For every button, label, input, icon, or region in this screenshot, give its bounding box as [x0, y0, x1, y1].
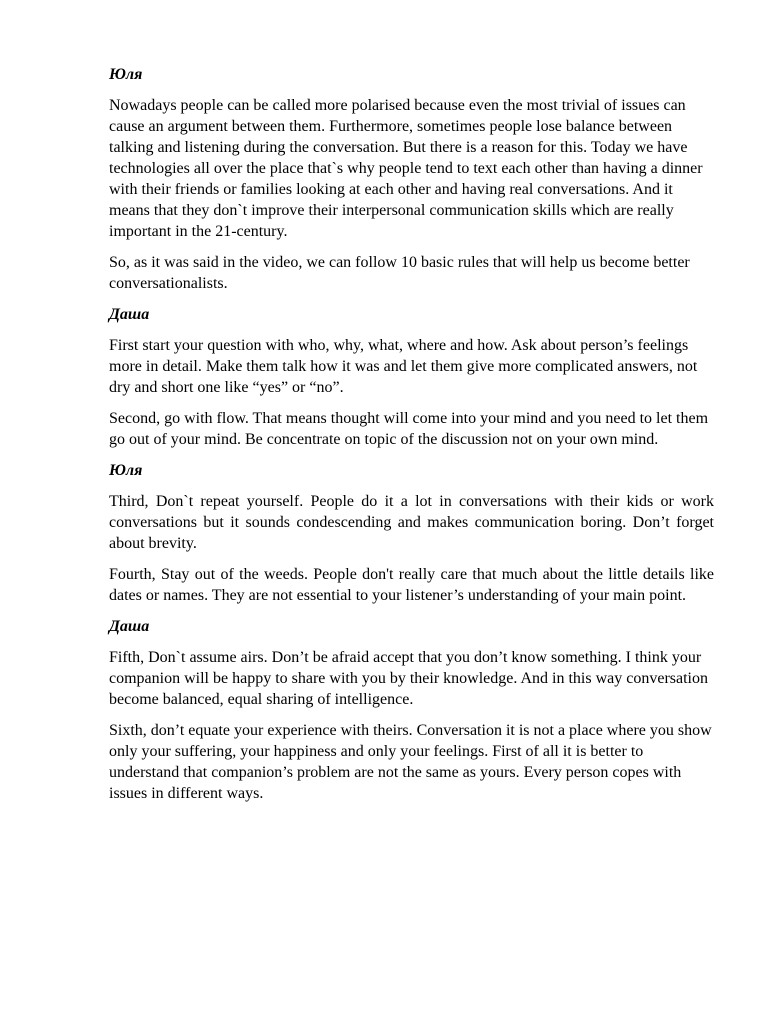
speaker-name: Юля — [109, 462, 143, 479]
paragraph: So, as it was said in the video, we can follow 10 basic rules that will help us become better conversationalists. — [109, 254, 690, 292]
paragraph: Second, go with flow. That means thought will come into your mind and you need to let them go out of your mind. Be concentrate on topic of the discussion not on your own mind. — [109, 410, 709, 448]
paragraph: Fourth, Stay out of the weeds. People don't really care that much about the little details like dates or names. They are not essential to your listener’s understanding of your main point. — [109, 566, 714, 604]
speaker-name: Даша — [109, 306, 150, 323]
paragraph: Third, Don`t repeat yourself. People do it a lot in conversations with their kids or work conversations but it sounds condescending and makes communication boring. Don’t forget about brevity. — [109, 493, 714, 552]
paragraph: First start your question with who, why, what, where and how. Ask about person’s feelings more in detail. Make them talk how it was and let them give more complicated answers, not dry and short one like “yes” or “no”. — [109, 337, 698, 396]
speaker-name: Юля — [109, 66, 143, 83]
speaker-name: Даша — [109, 618, 150, 635]
paragraph: Sixth, don’t equate your experience with theirs. Conversation it is not a place where you show only your suffering, your happiness and only your feelings. First of all it is better to understand that companion’s problem are not the same as yours. Every person copes with issues in different ways. — [109, 722, 712, 802]
document-page — [109, 64, 714, 814]
paragraph: Nowadays people can be called more polarised because even the most trivial of issues can cause an argument between them. Furthermore, sometimes people lose balance between talking and listening during the conversation. But there is a reason for this. Today we have technologies all over the place that`s why people tend to text each other than having a dinner with their friends or families looking at each other and having real conversations. And it means that they don`t improve their interpersonal communication skills which are really important in the 21-century. — [109, 97, 703, 240]
paragraph: Fifth, Don`t assume airs. Don’t be afraid accept that you don’t know something. I think your companion will be happy to share with you by their knowledge. And in this way conversation become balanced, equal sharing of intelligence. — [109, 649, 708, 708]
